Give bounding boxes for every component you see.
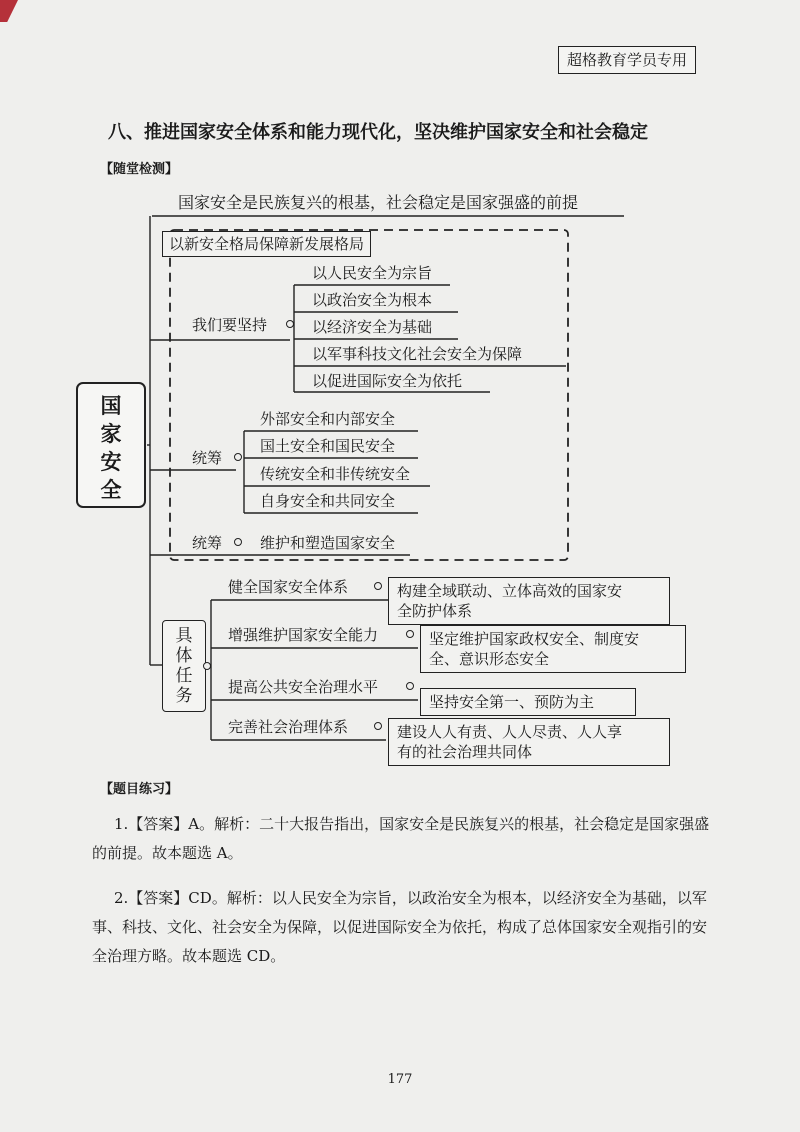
- header-tag: 超格教育学员专用: [558, 46, 696, 74]
- coordinate-item: 国土安全和国民安全: [260, 437, 396, 455]
- node-dot: [406, 630, 414, 638]
- answer-1: [92, 810, 712, 868]
- task-detail: [420, 625, 686, 673]
- exercises-label: 【题目练习】: [100, 782, 179, 797]
- tasks-char: 任: [175, 666, 193, 686]
- classroom-check-label: 【随堂检测】: [100, 162, 179, 177]
- answer-line: 2.【答案】CD。解析：以人民安全为宗旨，以政治安全为根本，以经济安全为基础，以军: [114, 889, 707, 907]
- coordinate-item: 自身安全和共同安全: [260, 492, 396, 510]
- root-char: 家: [100, 422, 122, 446]
- root-char: 安: [100, 450, 122, 474]
- persist-item: 以促进国际安全为依托: [312, 372, 463, 390]
- node-dot: [286, 320, 294, 328]
- task-name: 增强维护国家安全能力: [228, 626, 379, 644]
- tasks-char: 体: [175, 646, 193, 666]
- answer-line: 全治理方略。故本题选 CD。: [92, 947, 286, 965]
- task-detail-line: 建设人人有责、人人尽责、人人享: [397, 723, 623, 741]
- section-title: 八、推进国家安全体系和能力现代化，坚决维护国家安全和社会稳定: [108, 122, 648, 143]
- tasks-char: 具: [175, 626, 193, 646]
- root-char: 国: [100, 394, 122, 418]
- node-dot: [234, 538, 242, 546]
- tasks-node: [162, 620, 206, 712]
- persist-item: 以政治安全为根本: [312, 291, 433, 309]
- task-name: 提高公共安全治理水平: [228, 678, 379, 696]
- node-dot: [234, 453, 242, 461]
- tasks-char: 务: [175, 686, 193, 706]
- persist-item: 以军事科技文化社会安全为保障: [312, 345, 523, 363]
- task-detail: [388, 577, 670, 625]
- node-dot: [406, 682, 414, 690]
- coordinate-item: 传统安全和非传统安全: [260, 465, 411, 483]
- coordinate2-item: 维护和塑造国家安全: [260, 534, 396, 552]
- task-detail-line: 全、意识形态安全: [429, 650, 550, 668]
- answer-line: 事、科技、文化、社会安全为保障，以促进国际安全为依托，构成了总体国家安全观指引的安: [92, 918, 708, 936]
- task-detail: [420, 688, 636, 716]
- task-detail-line: 构建全域联动、立体高效的国家安: [397, 582, 623, 600]
- top-statement: 国家安全是民族复兴的根基，社会稳定是国家强盛的前提: [178, 193, 579, 212]
- task-detail-line: 坚持安全第一、预防为主: [429, 693, 595, 711]
- coordinate2-label: 统筹: [192, 534, 223, 552]
- task-name: 完善社会治理体系: [228, 718, 349, 736]
- task-name: 健全国家安全体系: [228, 578, 349, 596]
- persist-item: 以人民安全为宗旨: [312, 264, 433, 282]
- answer-line: 1.【答案】A。解析：二十大报告指出，国家安全是民族复兴的根基，社会稳定是国家强盛: [114, 815, 710, 833]
- answer-line: 的前提。故本题选 A。: [92, 844, 243, 862]
- pattern-label: 以新安全格局保障新发展格局: [162, 231, 371, 257]
- task-detail-line: 坚定维护国家政权安全、制度安: [429, 630, 640, 648]
- root-node-national-security: [76, 382, 146, 508]
- page-number: 177: [387, 1072, 413, 1087]
- node-dot: [374, 722, 382, 730]
- node-dot: [374, 582, 382, 590]
- task-detail: [388, 718, 670, 766]
- coordinate-label: 统筹: [192, 449, 223, 467]
- task-detail-line: 有的社会治理共同体: [397, 743, 533, 761]
- node-dot: [203, 662, 211, 670]
- coordinate-item: 外部安全和内部安全: [260, 410, 396, 428]
- persist-item: 以经济安全为基础: [312, 318, 433, 336]
- persist-label: 我们要坚持: [192, 316, 268, 334]
- task-detail-line: 全防护体系: [397, 602, 473, 620]
- answer-2: [92, 884, 712, 971]
- root-char: 全: [100, 478, 122, 502]
